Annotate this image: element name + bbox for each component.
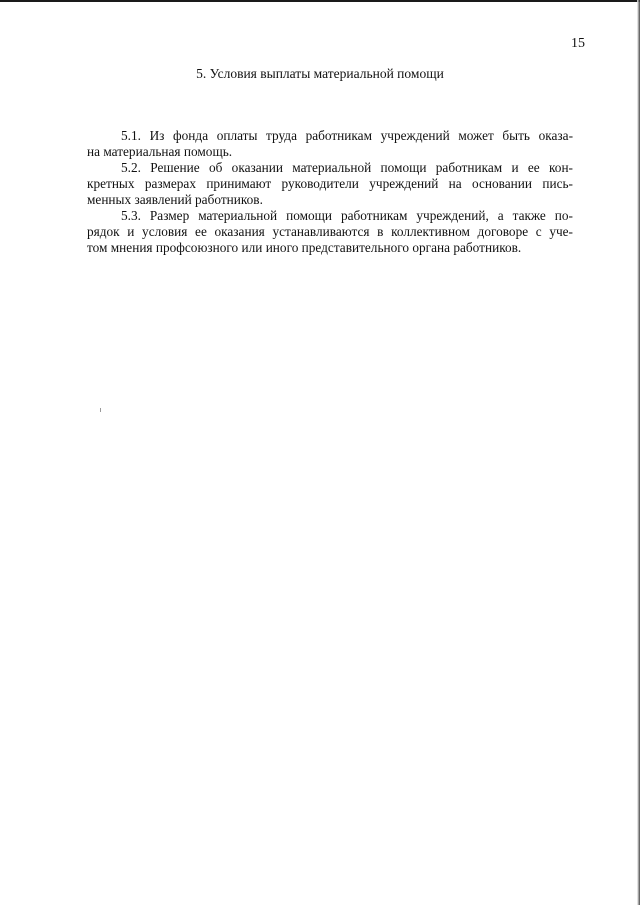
scan-speck [100, 408, 101, 412]
paragraph-line: 5.1. Из фонда оплаты труда работникам учреждений может быть оказа- [121, 128, 573, 143]
paragraph-line: кретных размерах принимают руководители учреждений на основании пись- [87, 176, 573, 191]
paragraph-line: на материальная помощь. [87, 144, 233, 159]
section-title: 5. Условия выплаты материальной помощи [196, 66, 444, 81]
paragraph-line: менных заявлений работников. [87, 192, 263, 207]
page-number: 15 [571, 36, 585, 51]
paragraph-line: том мнения профсоюзного или иного представительного органа работников. [87, 240, 522, 255]
paragraph-line: 5.3. Размер материальной помощи работникам учреждений, а также по- [121, 208, 573, 223]
paragraph-line: рядок и условия ее оказания устанавливаются в коллективном договоре с уче- [87, 224, 573, 239]
paragraph-line: 5.2. Решение об оказании материальной помощи работникам и ее кон- [121, 160, 573, 175]
scan-border-top [0, 0, 640, 2]
